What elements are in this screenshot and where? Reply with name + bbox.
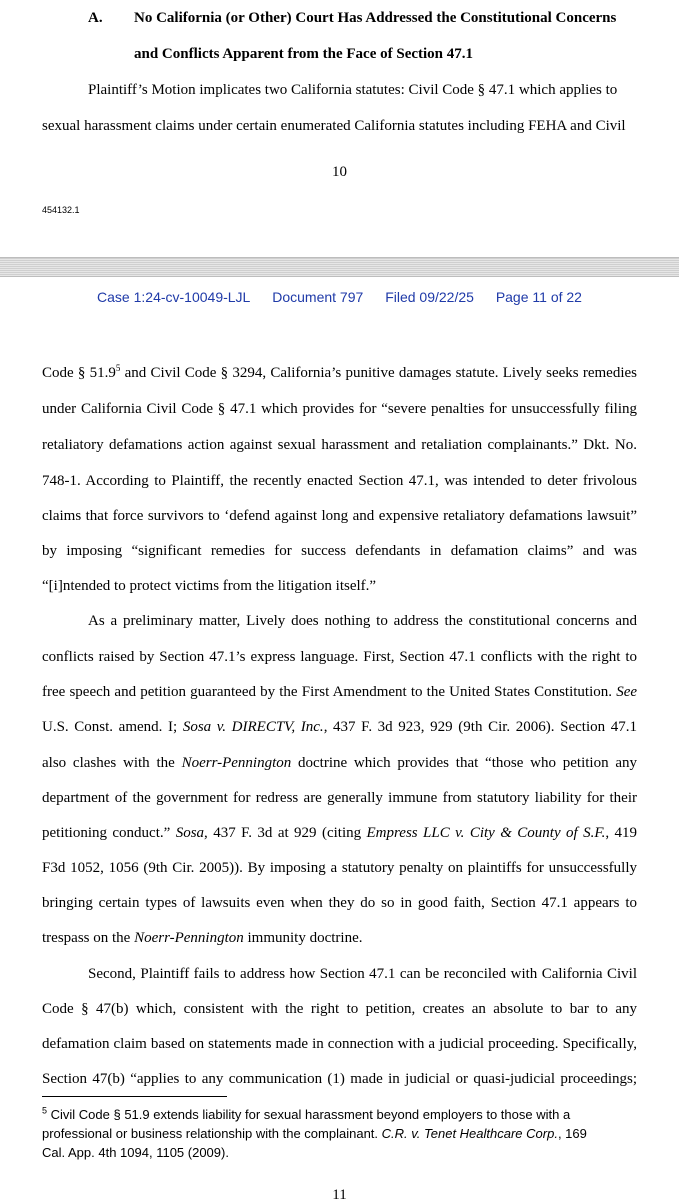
body-line: Code § 47(b) which, consistent with the right to petition, creates an absolute to bar to any (42, 1001, 637, 1017)
document-id: 454132.1 (42, 205, 80, 215)
footnote-line: Cal. App. 4th 1094, 1105 (2009). (42, 1145, 229, 1160)
section-title-line-1: No California (or Other) Court Has Addressed the Constitutional Concerns (134, 10, 617, 26)
paragraph-line: sexual harassment claims under certain enumerated California statutes including FEHA and Civil (42, 118, 626, 134)
section-number: A. (88, 10, 103, 26)
body-line: U.S. Const. amend. I; Sosa v. DIRECTV, Inc., 437 F. 3d 923, 929 (9th Cir. 2006). Section 47.1 (42, 719, 637, 735)
document-number: Document 797 (272, 289, 364, 305)
body-line: also clashes with the Noerr-Pennington doctrine which provides that “those who petition any (42, 755, 637, 771)
footnote-line: $^5$ Civil Code § 51.9 extends liability for sexual harassment beyond employers to those with a (42, 1105, 571, 1122)
body-line: As a preliminary matter, Lively does nothing to address the constitutional concerns and (88, 613, 637, 629)
body-line: under California Civil Code § 47.1 which provides for “severe penalties for unsuccessfully filing (42, 401, 637, 417)
page-number: 11 (332, 1187, 347, 1203)
page-number: 10 (332, 164, 347, 180)
body-line: petitioning conduct.” Sosa, 437 F. 3d at 929 (citing Empress LLC v. City & County of S.F., 419 (42, 825, 637, 841)
body-line: conflicts raised by Section 47.1’s express language. First, Section 47.1 conflicts with the right to (42, 649, 637, 665)
body-line: “[i]ntended to protect victims from the litigation itself.” (42, 578, 377, 594)
footnote-ref: 5 (115, 363, 121, 373)
case-header (0, 289, 679, 305)
body-line: by imposing “significant remedies for success defendants in defamation claims” and was (42, 543, 637, 559)
body-line: trespass on the Noerr-Pennington immunity doctrine. (42, 930, 363, 946)
body-line: department of the government for redress are generally immune from statutory liability for their (42, 790, 637, 806)
body-line: free speech and petition guaranteed by the First Amendment to the United States Constitution. See (42, 684, 638, 700)
footnote-line: professional or business relationship with the complainant. C.R. v. Tenet Healthcare Corp., 169 (42, 1126, 587, 1141)
footnote-divider (42, 1096, 227, 1097)
body-line: bringing certain types of lawsuits even when they do so in good faith, Section 47.1 appears to (42, 895, 637, 911)
body-line: retaliatory defamations action against sexual harassment and retaliation complainants.” Dkt. No. (42, 437, 637, 453)
body-line: claims that force survivors to ‘defend against long and expensive retaliatory defamations lawsuit” (42, 508, 637, 524)
body-line: 748-1. According to Plaintiff, the recently enacted Section 47.1, was intended to deter frivolous (42, 473, 637, 489)
body-line: Section 47(b) “applies to any communication (1) made in judicial or quasi-judicial proceedings; (42, 1071, 637, 1087)
previous-page-fragment (0, 0, 679, 256)
case-number: Case 1:24-cv-10049-LJL (97, 289, 251, 305)
filed-date: Filed 09/22/25 (385, 289, 474, 305)
page-separator (0, 257, 679, 277)
body-line: F3d 1052, 1056 (9th Cir. 2005)). By imposing a statutory penalty on plaintiffs for unsuccessfully (42, 860, 637, 876)
body-line: Code § 51.9$^5$ and Civil Code § 3294, California’s punitive damages statute. Lively seeks remedies (42, 363, 637, 381)
body-line: defamation claim based on statements made in connection with a judicial proceeding. Specifically, (42, 1036, 637, 1052)
section-title-line-2: and Conflicts Apparent from the Face of Section 47.1 (134, 46, 474, 62)
paragraph-line: Plaintiff’s Motion implicates two California statutes: Civil Code § 47.1 which applies to (88, 82, 618, 98)
current-page (0, 277, 679, 1203)
body-line: Second, Plaintiff fails to address how Section 47.1 can be reconciled with California Civil (88, 966, 637, 982)
page-count: Page 11 of 22 (495, 289, 582, 305)
